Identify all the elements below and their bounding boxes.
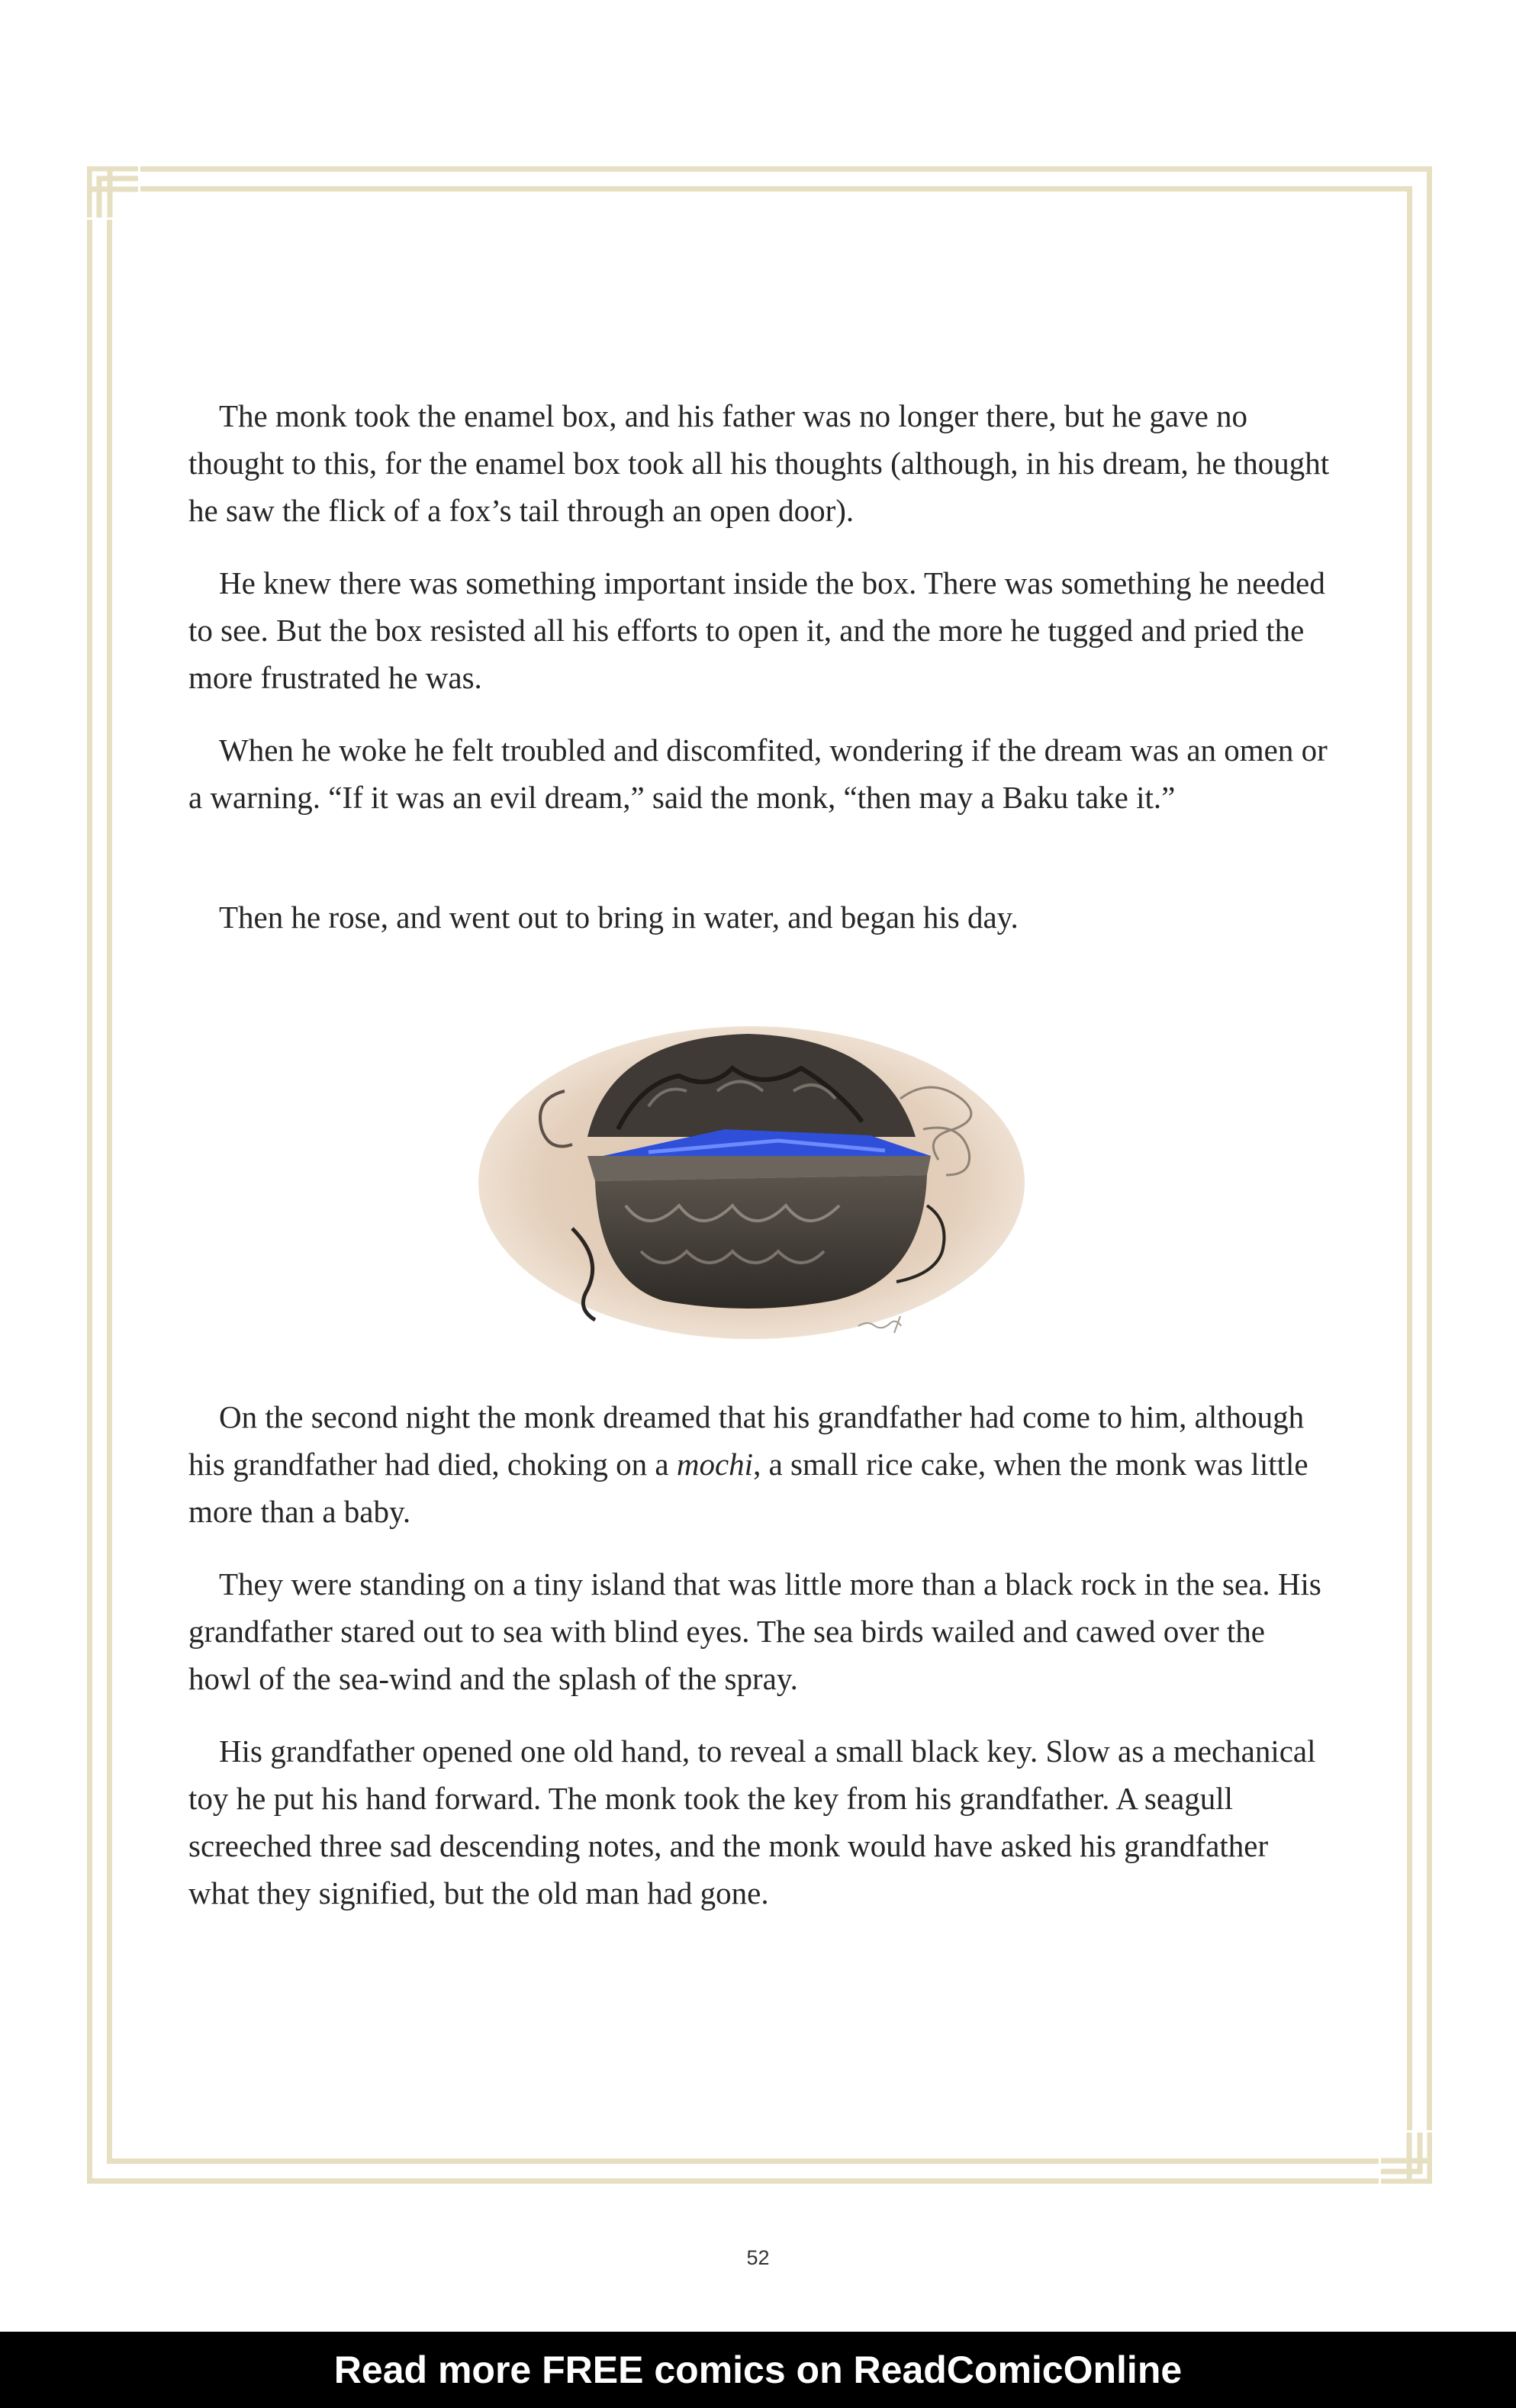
paragraph-1: The monk took the enamel box, and his father was no longer there, but he gave no thought to this, for the enamel box took all his thoughts (although, in his dream, he thought he saw the flick of a fox’s tail through an open door). <box>188 398 1330 528</box>
paragraph-3: When he woke he felt troubled and discomfited, wondering if the dream was an omen or a warning. “If it was an evil dream,” said the monk, “then may a Baku take it.” <box>188 732 1328 815</box>
paragraph-6: They were standing on a tiny island that was little more than a black rock in the sea. His grandfather stared out to sea with blind eyes. The sea birds wailed and cawed over the howl of the sea-wind and the splash of the spray. <box>188 1566 1321 1696</box>
promo-banner <box>0 2332 1516 2408</box>
paragraph-2: He knew there was something important inside the box. There was something he needed to see. But the box resisted all his efforts to open it, and the more he tugged and pried the more frustrated he was. <box>188 565 1325 695</box>
border-corner-ornament-bottom-right <box>1379 2130 1432 2184</box>
paragraph-5: On the second night the monk dreamed that his grandfather had come to him, although his grandfather had died, choking on a mochi, a small rice cake, when the monk was little more than a baby. <box>188 1399 1308 1529</box>
promo-banner-link[interactable]: Read more FREE comics on ReadComicOnline <box>333 2348 1183 2391</box>
enamel-box-illustration <box>473 1007 1030 1358</box>
paragraph-7: His grandfather opened one old hand, to reveal a small black key. Slow as a mechanical toy he put his hand forward. The monk took the key from his grandfather. A seagull screeched three sad descending notes, and the monk would have asked his grandfather what they signified, but the old man had gone. <box>188 1734 1316 1911</box>
page-number: 52 <box>746 2246 770 2269</box>
paragraph-4: Then he rose, and went out to bring in water, and began his day. <box>219 900 1019 935</box>
border-corner-ornament-top-left <box>87 166 140 220</box>
